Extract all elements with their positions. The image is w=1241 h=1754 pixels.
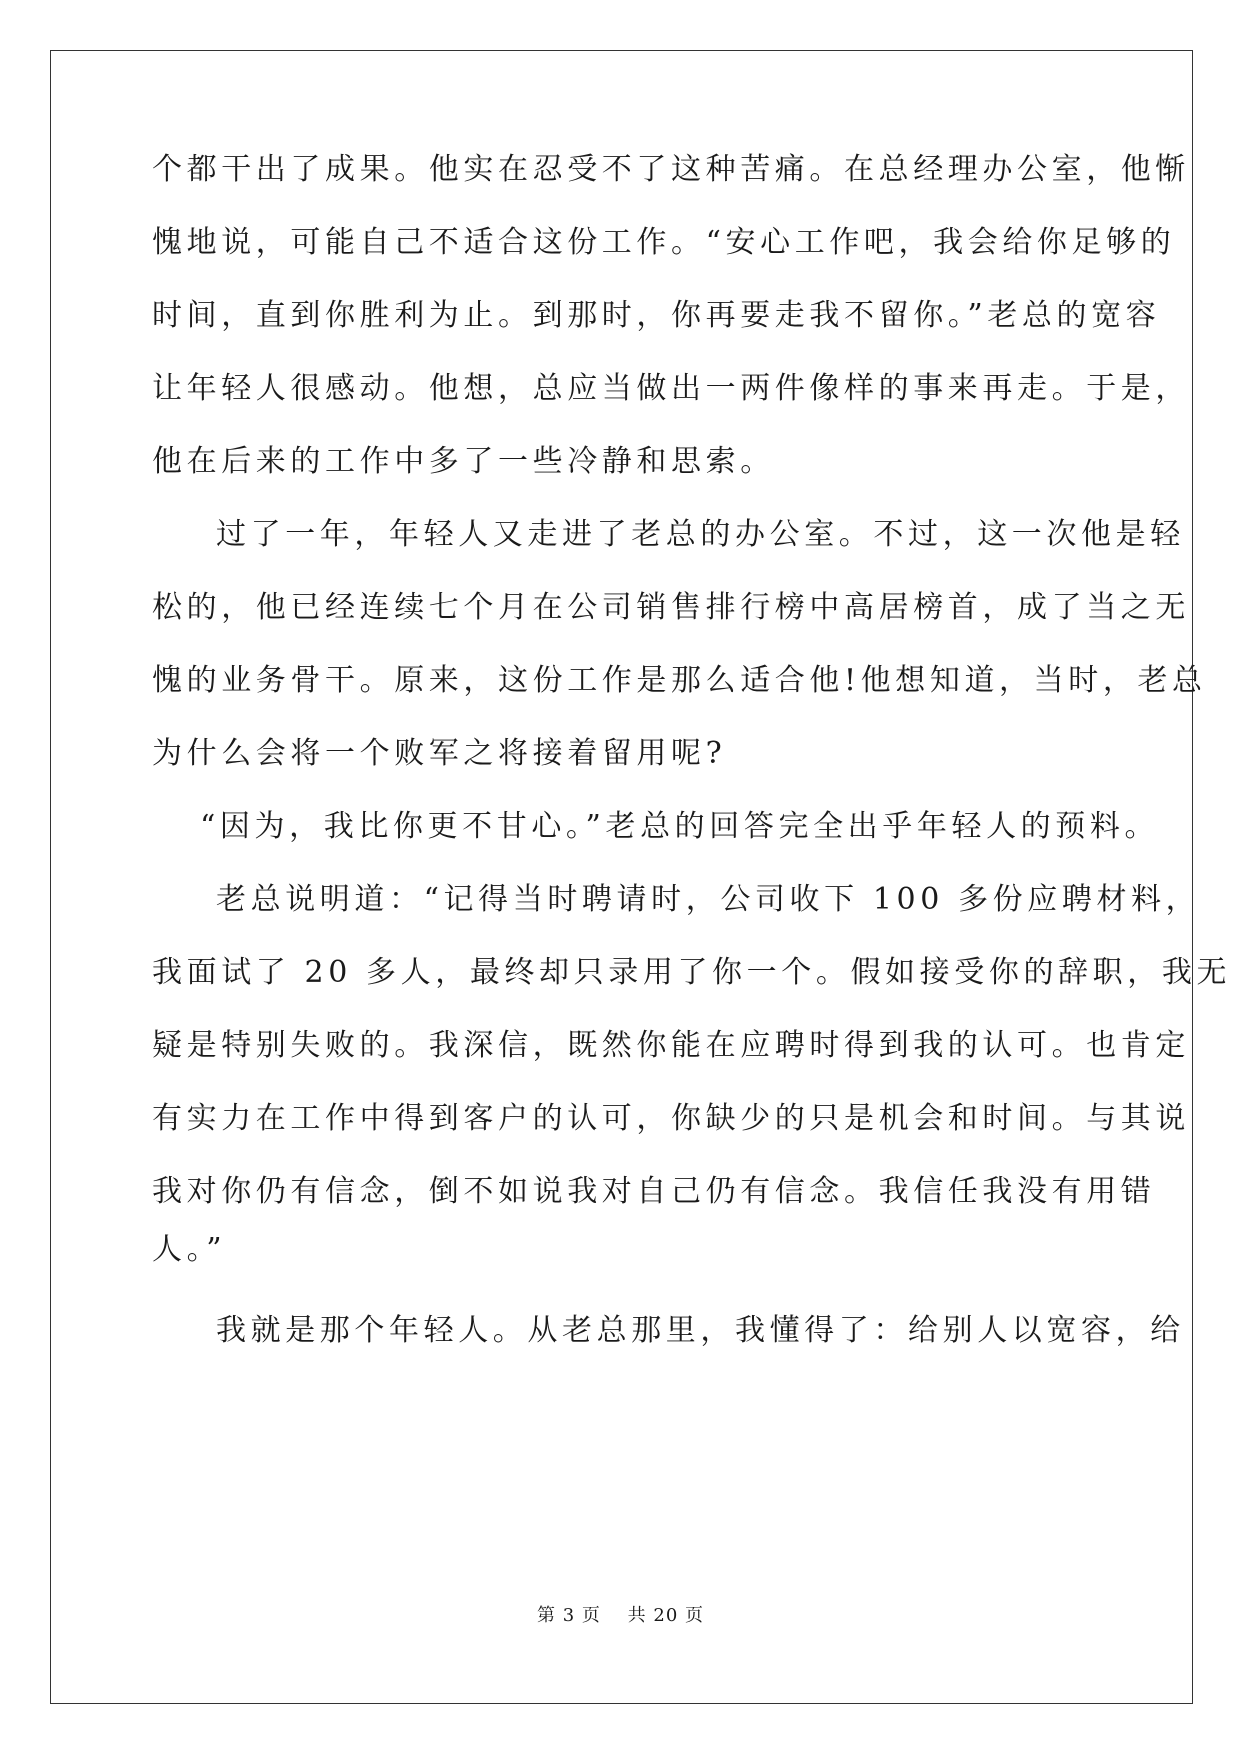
page-number: 第 3 页 xyxy=(537,1605,601,1626)
paragraph-start-line: 过了一年，年轻人又走进了老总的办公室。不过，这一次他是轻 xyxy=(216,517,1185,552)
text-line: 愧的业务骨干。原来，这份工作是那么适合他!他想知道，当时，老总 xyxy=(152,663,1207,698)
text-line: 人。” xyxy=(152,1232,227,1267)
paragraph-start-line: “因为，我比你更不甘心。”老总的回答完全出乎年轻人的预料。 xyxy=(200,809,1160,844)
text-line: 我对你仍有信念，倒不如说我对自己仍有信念。我信任我没有用错 xyxy=(152,1174,1156,1209)
text-line: 时间，直到你胜利为止。到那时，你再要走我不留你。”老总的宽容 xyxy=(152,298,1161,333)
text-line: 疑是特别失败的。我深信，既然你能在应聘时得到我的认可。也肯定 xyxy=(152,1028,1190,1063)
text-line: 让年轻人很感动。他想，总应当做出一两件像样的事来再走。于是， xyxy=(152,371,1190,406)
text-line: 有实力在工作中得到客户的认可，你缺少的只是机会和时间。与其说 xyxy=(152,1101,1190,1136)
paragraph-start-line: 老总说明道：“记得当时聘请时，公司收下 100 多份应聘材料， xyxy=(216,882,1201,917)
text-line: 我面试了 20 多人，最终却只录用了你一个。假如接受你的辞职，我无 xyxy=(152,955,1232,990)
text-line: 他在后来的工作中多了一些冷静和思索。 xyxy=(152,444,775,479)
text-line: 愧地说，可能自己不适合这份工作。“安心工作吧，我会给你足够的 xyxy=(152,225,1176,260)
paragraph-start-line: 我就是那个年轻人。从老总那里，我懂得了：给别人以宽容，给 xyxy=(216,1313,1185,1348)
page-footer xyxy=(0,1604,1241,1628)
text-line: 个都干出了成果。他实在忍受不了这种苦痛。在总经理办公室，他惭 xyxy=(152,152,1190,187)
text-line: 松的，他已经连续七个月在公司销售排行榜中高居榜首，成了当之无 xyxy=(152,590,1190,625)
page-total: 共 20 页 xyxy=(627,1605,704,1626)
text-line: 为什么会将一个败军之将接着留用呢? xyxy=(152,736,727,771)
